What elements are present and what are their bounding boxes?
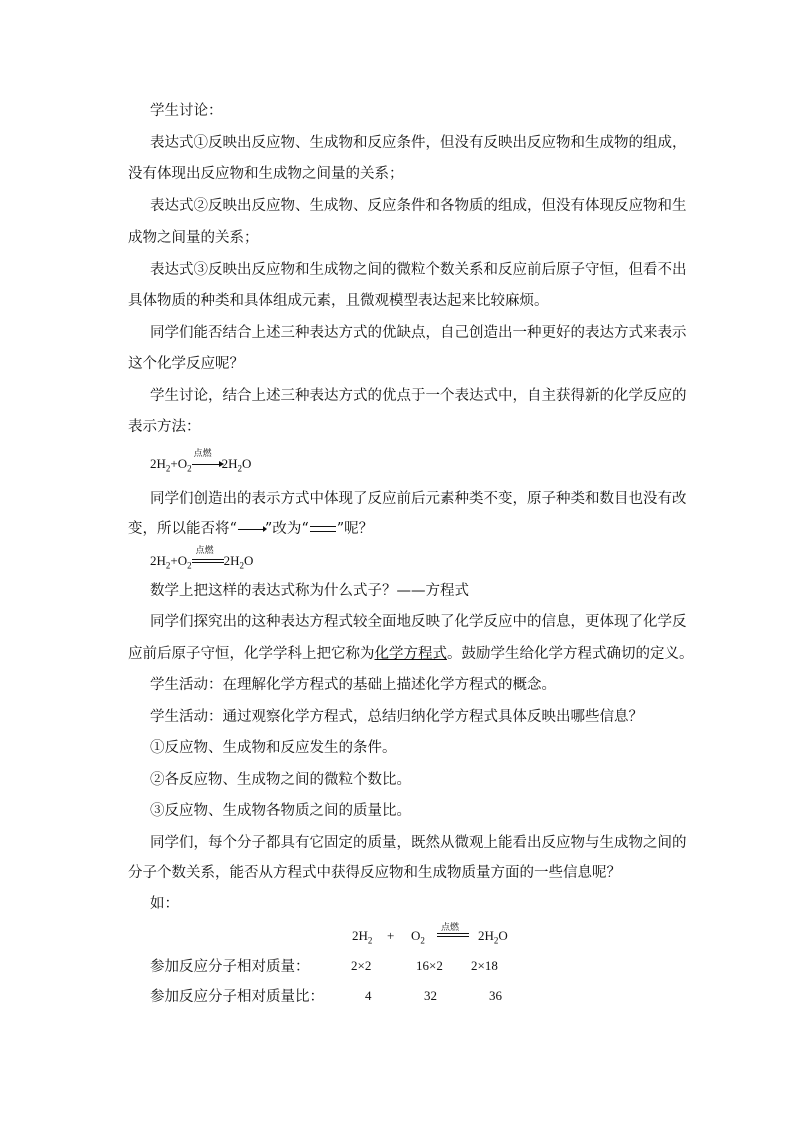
equation-subscript: 2: [367, 935, 373, 946]
arrow-icon: [238, 529, 264, 530]
equals-bar: [192, 559, 224, 560]
paragraph-line: [128, 644, 694, 664]
table-cell: 2×18: [471, 958, 498, 973]
paragraph-line: 表达式②反映出反应物、生成物、反应条件和各物质的组成，但没有体现反应物和生: [150, 198, 687, 214]
equation-term: O: [498, 928, 508, 943]
list-item: ①反应物、生成物和反应发生的条件。: [150, 740, 397, 756]
equation-term: 2H: [221, 456, 238, 471]
equals-bar: [437, 933, 469, 934]
table-equation-term: [411, 928, 425, 946]
table-cell: 16×2: [416, 958, 443, 973]
reaction-condition: 点燃: [441, 922, 460, 932]
paragraph-line: 表达式③反映出反应物和生成物之间的微粒个数关系和反应前后原子守恒，但看不出: [150, 262, 687, 278]
text-span: 应前后原子守恒，化学学科上把它称为: [128, 646, 375, 662]
table-row-label: 参加反应分子相对质量：: [150, 959, 310, 975]
table-equation-plus: +: [387, 928, 395, 943]
paragraph-line: 没有体现出反应物和生成物之间量的关系；: [128, 166, 404, 182]
table-cell: 36: [489, 988, 502, 1003]
equation-subscript: 2: [493, 935, 499, 946]
equation-term: 2H: [150, 553, 166, 568]
equation-subscript: 2: [237, 463, 243, 474]
paragraph-line: 学生讨论，结合上述三种表达方式的优点于一个表达式中，自主获得新的化学反应的: [150, 388, 687, 404]
equation-subscript: 2: [165, 560, 171, 571]
paragraph-line: 同学们探究出的这种表达方程式较全面地反映了化学反应中的信息，更体现了化学反: [150, 614, 687, 630]
equation-term: 2H: [478, 928, 494, 943]
equation-subscript: 2: [187, 463, 192, 474]
reaction-arrow: [192, 448, 222, 475]
equals-bar: [192, 562, 224, 563]
paragraph-line: 成物之间量的关系；: [128, 230, 259, 246]
paragraph-line: 具体物质的种类和具体组成元素，且微观模型表达起来比较麻烦。: [128, 293, 549, 309]
text-span: ”改为“: [264, 521, 309, 537]
list-item: ③反应物、生成物各物质之间的质量比。: [150, 803, 411, 819]
equation-subscript: 2: [165, 463, 171, 474]
equation-term: O: [244, 553, 254, 568]
table-cell: 2×2: [351, 958, 372, 973]
table-cell: 32: [424, 988, 437, 1003]
chemical-equation-arrow: [150, 448, 252, 479]
equation-subscript: 2: [239, 560, 245, 571]
paragraph-line: 学生讨论：: [150, 103, 223, 119]
equation-term: +O: [170, 553, 188, 568]
table-reaction-equals: [437, 920, 469, 944]
equation-term: 2H: [352, 928, 368, 943]
equation-term: O: [242, 456, 252, 471]
reaction-condition: 点燃: [195, 545, 214, 556]
paragraph-line: 同学们，每个分子都具有它固定的质量，既然从微观上能看出反应物与生成物之间的: [150, 835, 687, 851]
text-span: ”呢？: [336, 521, 374, 537]
reaction-equals: [192, 545, 224, 572]
paragraph-line: 表达式①反映出反应物、生成物和反应条件，但没有反映出反应物和生成物的组成，: [150, 135, 687, 151]
equation-term: O: [411, 928, 421, 943]
equation-term: 2H: [223, 553, 240, 568]
equals-sign-icon: [310, 526, 336, 532]
underlined-term: 化学方程式: [374, 646, 447, 662]
paragraph-line: 同学们创造出的表示方式中体现了反应前后元素种类不变，原子种类和数目也没有改: [150, 491, 687, 507]
equation-subscript: 2: [187, 560, 192, 571]
paragraph-line: [128, 519, 373, 539]
paragraph-line: 这个化学反应呢？: [128, 356, 244, 372]
table-equation-term: [478, 928, 508, 946]
equals-bar: [437, 936, 469, 937]
equation-subscript: 2: [420, 935, 425, 946]
arrow-icon: [192, 464, 220, 465]
text-span: 变，所以能否将“: [128, 521, 237, 537]
table-row-label: 参加反应分子相对质量比：: [150, 989, 324, 1005]
paragraph-line: 学生活动：在理解化学方程式的基础上描述化学方程式的概念。: [150, 677, 556, 693]
table-cell: 4: [365, 988, 372, 1003]
paragraph-line: 同学们能否结合上述三种表达方式的优缺点，自己创造出一种更好的表达方式来表示: [150, 325, 687, 341]
text-span: 。鼓励学生给化学方程式确切的定义。: [447, 646, 694, 662]
list-item: ②各反应物、生成物之间的微粒个数比。: [150, 772, 411, 788]
paragraph-line: 如：: [150, 896, 179, 912]
table-equation-term: [352, 928, 372, 946]
paragraph-line: 表示方法：: [128, 419, 201, 435]
equation-term: +O: [170, 456, 188, 471]
chemical-equation-equals: [150, 545, 254, 576]
paragraph-line: 数学上把这样的表达式称为什么式子？——方程式: [150, 583, 469, 599]
equation-term: 2H: [150, 456, 166, 471]
reaction-condition: 点燃: [193, 448, 212, 459]
paragraph-line: 学生活动：通过观察化学方程式，总结归纳化学方程式具体反映出哪些信息？: [150, 709, 643, 725]
paragraph-line: 分子个数关系，能否从方程式中获得反应物和生成物质量方面的一些信息呢？: [128, 865, 621, 881]
